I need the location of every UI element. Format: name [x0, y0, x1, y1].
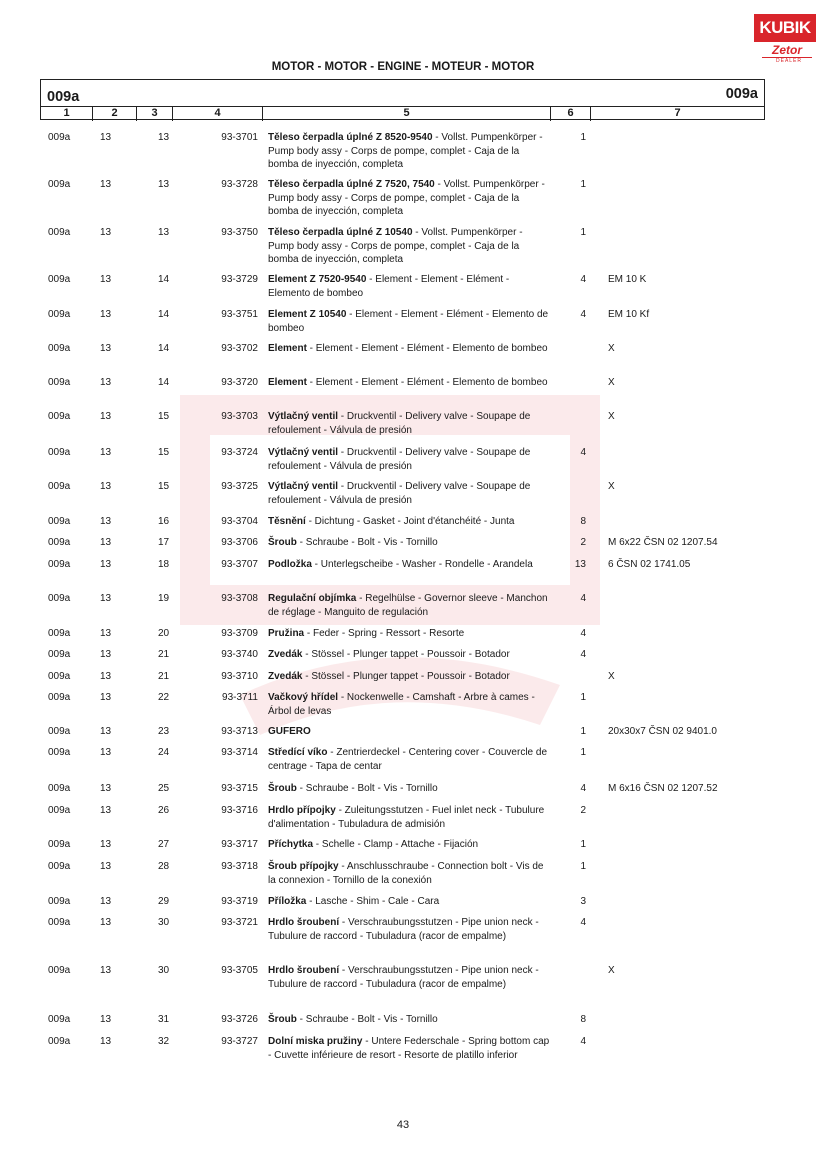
part-name: GUFERO [268, 726, 311, 737]
cell-section: 009a [48, 726, 71, 737]
cell-quantity: 1 [580, 179, 586, 190]
part-translations: - Verschraubungsstutzen - Pipe union neck -Tubulure de raccord - Tubuladura (racor de empalme) [268, 917, 539, 942]
cell-section: 009a [48, 861, 71, 872]
cell-group: 13 [100, 965, 112, 976]
part-translations: - Regelhülse - Governor sleeve - Manchon de réglage - Manguito de regulación [268, 593, 548, 618]
cell-part-number: 93-3711 [222, 692, 258, 703]
column-header-1: 1 [41, 107, 93, 121]
cell-note: X [608, 965, 615, 976]
cell-quantity: 8 [580, 516, 586, 527]
cell-part-number: 93-3728 [221, 179, 258, 190]
cell-note: EM 10 K [608, 274, 647, 285]
cell-group: 13 [100, 805, 112, 816]
cell-description [268, 480, 550, 507]
cell-quantity: 4 [580, 917, 586, 928]
cell-section: 009a [48, 593, 71, 604]
cell-description [268, 648, 550, 662]
cell-description [268, 746, 550, 773]
cell-position: 22 [158, 692, 170, 703]
part-name: Element Z 10540 [268, 309, 347, 320]
part-name: Podložka [268, 559, 312, 570]
part-name: Hrdlo šroubení [268, 965, 340, 976]
cell-part-number: 93-3719 [221, 896, 258, 907]
cell-position: 23 [158, 726, 170, 737]
cell-section: 009a [48, 377, 71, 388]
part-name: Těleso čerpadla úplné Z 7520, 7540 [268, 179, 435, 190]
cell-part-number: 93-3713 [221, 726, 258, 737]
cell-note: X [608, 343, 615, 354]
cell-group: 13 [100, 377, 112, 388]
cell-group: 13 [100, 343, 112, 354]
cell-position: 30 [158, 965, 170, 976]
cell-quantity: 4 [580, 447, 586, 458]
part-name: Zvedák [268, 671, 303, 682]
cell-group: 13 [100, 447, 112, 458]
cell-group: 13 [100, 747, 112, 758]
part-translations: - Unterlegscheibe - Washer - Rondelle - Arandela [311, 559, 533, 570]
cell-part-number: 93-3725 [221, 481, 258, 492]
part-translations: - Verschraubungsstutzen - Pipe union neck -Tubulure de raccord - Tubuladura (racor de empalme) [268, 965, 539, 990]
part-translations: - Zentrierdeckel - Centering cover - Couvercle de centrage - Tapa de centar [268, 747, 547, 772]
cell-group: 13 [100, 649, 112, 660]
cell-description [268, 536, 550, 550]
part-name: Pružina [268, 628, 305, 639]
cell-group: 13 [100, 309, 112, 320]
part-translations: - Stössel - Plunger tappet - Poussoir - Botador [302, 649, 510, 660]
cell-quantity: 4 [580, 274, 586, 285]
part-translations: - Anschlusschraube - Connection bolt - Vis de la connexion - Tornillo de la conexión [268, 861, 544, 886]
cell-section: 009a [48, 447, 71, 458]
cell-group: 13 [100, 628, 112, 639]
cell-description [268, 515, 550, 529]
cell-description [268, 895, 550, 909]
cell-position: 29 [158, 896, 170, 907]
logo-kubik-text: KUBIK [754, 14, 816, 42]
cell-quantity: 1 [580, 132, 586, 143]
cell-description [268, 1035, 550, 1062]
cell-section: 009a [48, 1036, 71, 1047]
cell-description [268, 446, 550, 473]
cell-description [268, 558, 550, 572]
cell-description [268, 342, 550, 356]
cell-quantity: 4 [580, 628, 586, 639]
cell-description [268, 804, 550, 831]
cell-position: 32 [158, 1036, 170, 1047]
part-name: Výtlačný ventil [268, 447, 339, 458]
logo-dealer-text: DEALER [776, 58, 803, 64]
cell-section: 009a [48, 747, 71, 758]
cell-group: 13 [100, 671, 112, 682]
part-translations: - Nockenwelle - Camshaft - Arbre à cames - Árbol de levas [268, 692, 535, 717]
cell-quantity: 1 [580, 839, 586, 850]
cell-part-number: 93-3721 [221, 917, 258, 928]
cell-description [268, 308, 550, 335]
cell-note: X [608, 411, 615, 422]
cell-part-number: 93-3703 [221, 411, 258, 422]
cell-note: EM 10 Kf [608, 309, 650, 320]
cell-position: 13 [158, 179, 170, 190]
cell-group: 13 [100, 274, 112, 285]
cell-description [268, 1013, 550, 1027]
part-name: Element [268, 377, 307, 388]
cell-position: 13 [158, 132, 170, 143]
cell-position: 17 [158, 537, 170, 548]
cell-section: 009a [48, 411, 71, 422]
part-name: Element Z 7520-9540 [268, 274, 367, 285]
cell-part-number: 93-3706 [221, 537, 258, 548]
cell-part-number: 93-3750 [221, 227, 258, 238]
page-title: MOTOR - MOTOR - ENGINE - MOTEUR - MOTOR [271, 61, 535, 73]
cell-section: 009a [48, 839, 71, 850]
cell-part-number: 93-3714 [221, 747, 258, 758]
cell-position: 19 [158, 593, 170, 604]
part-translations: - Zuleitungsstutzen - Fuel inlet neck - Tubulure d'alimentation - Tubuladura de admisión [268, 805, 545, 830]
cell-section: 009a [48, 559, 71, 570]
cell-quantity: 4 [580, 783, 586, 794]
cell-quantity: 2 [580, 537, 586, 548]
column-header-7: 7 [674, 107, 681, 119]
part-name: Vačkový hřídel [268, 692, 339, 703]
cell-description [268, 178, 550, 219]
cell-quantity: 1 [580, 747, 586, 758]
cell-part-number: 93-3718 [221, 861, 258, 872]
part-name: Příložka [268, 896, 307, 907]
cell-group: 13 [100, 783, 112, 794]
cell-part-number: 93-3751 [221, 309, 258, 320]
cell-section: 009a [48, 1014, 71, 1025]
part-name: Šroub přípojky [268, 861, 339, 872]
cell-position: 28 [158, 861, 170, 872]
cell-group: 13 [100, 227, 112, 238]
part-translations: - Druckventil - Delivery valve - Soupape de refoulement - Válvula de presión [268, 411, 531, 436]
part-name: Hrdlo šroubení [268, 917, 340, 928]
cell-part-number: 93-3702 [221, 343, 258, 354]
cell-section: 009a [48, 274, 71, 285]
cell-quantity: 13 [574, 559, 586, 570]
cell-section: 009a [48, 965, 71, 976]
cell-section: 009a [48, 481, 71, 492]
cell-section: 009a [48, 537, 71, 548]
cell-position: 14 [158, 377, 170, 388]
cell-description [268, 627, 550, 641]
cell-quantity: 1 [580, 227, 586, 238]
cell-part-number: 93-3704 [221, 516, 258, 527]
part-translations: - Element - Element - Elément - Elemento de bombeo [268, 274, 510, 299]
cell-part-number: 93-3715 [221, 783, 258, 794]
cell-position: 21 [158, 649, 170, 660]
part-translations: - Druckventil - Delivery valve - Soupape de refoulement - Válvula de presión [268, 447, 531, 472]
part-translations: - Vollst. Pumpenkörper - Pump body assy - Corps de pompe, complet - Caja de la bomba de inyección, completa [268, 227, 523, 265]
cell-quantity: 1 [580, 692, 586, 703]
cell-quantity: 8 [580, 1014, 586, 1025]
cell-position: 14 [158, 274, 170, 285]
cell-description [268, 273, 550, 300]
part-translations: - Element - Element - Elément - Elemento de bombeo [306, 343, 548, 354]
column-header-5: 5 [263, 107, 551, 121]
column-header-4: 4 [173, 107, 263, 121]
cell-description [268, 376, 550, 390]
cell-group: 13 [100, 896, 112, 907]
cell-section: 009a [48, 309, 71, 320]
cell-section: 009a [48, 783, 71, 794]
cell-position: 15 [158, 447, 170, 458]
cell-description [268, 782, 550, 796]
cell-note: M 6x16 ČSN 02 1207.52 [608, 783, 718, 794]
cell-section: 009a [48, 132, 71, 143]
cell-description [268, 226, 550, 267]
cell-group: 13 [100, 1014, 112, 1025]
cell-position: 27 [158, 839, 170, 850]
cell-section: 009a [48, 649, 71, 660]
part-translations: - Feder - Spring - Ressort - Resorte [304, 628, 465, 639]
cell-group: 13 [100, 726, 112, 737]
cell-group: 13 [100, 917, 112, 928]
part-name: Výtlačný ventil [268, 481, 339, 492]
part-name: Příchytka [268, 839, 314, 850]
cell-section: 009a [48, 179, 71, 190]
part-translations: - Vollst. Pumpenkörper - Pump body assy - Corps de pompe, complet - Caja de la bomba de inyección, completa [268, 132, 543, 170]
cell-description [268, 916, 550, 943]
part-name: Regulační objímka [268, 593, 357, 604]
cell-position: 14 [158, 343, 170, 354]
cell-group: 13 [100, 537, 112, 548]
cell-note: M 6x22 ČSN 02 1207.54 [608, 537, 718, 548]
cell-section: 009a [48, 628, 71, 639]
cell-group: 13 [100, 132, 112, 143]
cell-part-number: 93-3724 [221, 447, 258, 458]
cell-position: 20 [158, 628, 170, 639]
cell-group: 13 [100, 692, 112, 703]
cell-quantity: 3 [580, 896, 586, 907]
part-name: Dolní miska pružiny [268, 1036, 363, 1047]
cell-position: 31 [158, 1014, 170, 1025]
cell-part-number: 93-3705 [221, 965, 258, 976]
cell-section: 009a [48, 671, 71, 682]
cell-part-number: 93-3708 [221, 593, 258, 604]
part-name: Těleso čerpadla úplné Z 8520-9540 [268, 132, 433, 143]
cell-group: 13 [100, 593, 112, 604]
cell-section: 009a [48, 805, 71, 816]
logo-zetor-text: Zetor [762, 43, 812, 58]
cell-part-number: 93-3707 [221, 559, 258, 570]
cell-position: 15 [158, 411, 170, 422]
part-name: Element [268, 343, 307, 354]
cell-section: 009a [48, 343, 71, 354]
part-translations: - Schraube - Bolt - Vis - Tornillo [296, 783, 438, 794]
part-translations: - Vollst. Pumpenkörper - Pump body assy - Corps de pompe, complet - Caja de la bomba de inyección, completa [268, 179, 545, 217]
part-translations: - Dichtung - Gasket - Joint d'étanchéité - Junta [305, 516, 515, 527]
cell-position: 21 [158, 671, 170, 682]
column-header-2: 2 [93, 107, 137, 121]
cell-section: 009a [48, 917, 71, 928]
cell-position: 24 [158, 747, 170, 758]
cell-position: 26 [158, 805, 170, 816]
part-name: Šroub [268, 783, 297, 794]
part-translations: - Schraube - Bolt - Vis - Tornillo [296, 1014, 438, 1025]
cell-part-number: 93-3716 [221, 805, 258, 816]
part-name: Těleso čerpadla úplné Z 10540 [268, 227, 413, 238]
cell-section: 009a [48, 227, 71, 238]
cell-quantity: 4 [580, 649, 586, 660]
part-name: Šroub [268, 1014, 297, 1025]
cell-quantity: 4 [580, 1036, 586, 1047]
cell-position: 16 [158, 516, 170, 527]
part-name: Těsnění [268, 516, 306, 527]
part-name: Hrdlo přípojky [268, 805, 336, 816]
cell-position: 13 [158, 227, 170, 238]
cell-section: 009a [48, 896, 71, 907]
cell-position: 30 [158, 917, 170, 928]
cell-position: 18 [158, 559, 170, 570]
part-translations: - Schraube - Bolt - Vis - Tornillo [296, 537, 438, 548]
cell-description [268, 860, 550, 887]
cell-part-number: 93-3729 [221, 274, 258, 285]
cell-part-number: 93-3740 [221, 649, 258, 660]
section-code-left: 009a [47, 89, 80, 105]
cell-group: 13 [100, 516, 112, 527]
cell-description [268, 670, 550, 684]
cell-group: 13 [100, 559, 112, 570]
cell-description [268, 691, 550, 718]
cell-note: X [608, 481, 615, 492]
part-name: Středící víko [268, 747, 328, 758]
cell-group: 13 [100, 861, 112, 872]
cell-position: 14 [158, 309, 170, 320]
cell-part-number: 93-3701 [221, 132, 258, 143]
part-translations: - Untere Federschale - Spring bottom cap - Cuvette inférieure de resort - Resorte de platillo inferior [268, 1036, 550, 1061]
cell-quantity: 2 [580, 805, 586, 816]
cell-group: 13 [100, 839, 112, 850]
cell-section: 009a [48, 692, 71, 703]
cell-section: 009a [48, 516, 71, 527]
part-name: Zvedák [268, 649, 303, 660]
cell-note: 20x30x7 ČSN 02 9401.0 [608, 726, 717, 737]
cell-quantity: 1 [580, 726, 586, 737]
cell-part-number: 93-3727 [221, 1036, 258, 1047]
part-translations: - Stössel - Plunger tappet - Poussoir - Botador [302, 671, 510, 682]
cell-position: 25 [158, 783, 170, 794]
section-code-right: 009a [725, 86, 758, 102]
part-name: Šroub [268, 537, 297, 548]
cell-group: 13 [100, 411, 112, 422]
cell-quantity: 4 [580, 309, 586, 320]
column-header-6: 6 [551, 107, 591, 121]
cell-group: 13 [100, 1036, 112, 1047]
part-translations: - Schelle - Clamp - Attache - Fijación [313, 839, 479, 850]
cell-description [268, 131, 550, 172]
cell-part-number: 93-3720 [221, 377, 258, 388]
column-header-3: 3 [137, 107, 173, 121]
cell-note: 6 ČSN 02 1741.05 [608, 559, 691, 570]
cell-position: 15 [158, 481, 170, 492]
cell-note: X [608, 671, 615, 682]
cell-part-number: 93-3717 [221, 839, 258, 850]
cell-description [268, 592, 550, 619]
cell-description [268, 964, 550, 991]
part-translations: - Druckventil - Delivery valve - Soupape de refoulement - Válvula de presión [268, 481, 531, 506]
part-translations: - Element - Element - Elément - Elemento de bombeo [306, 377, 548, 388]
part-name: Výtlačný ventil [268, 411, 339, 422]
part-translations: - Lasche - Shim - Cale - Cara [306, 896, 440, 907]
cell-group: 13 [100, 179, 112, 190]
cell-description [268, 725, 550, 739]
cell-group: 13 [100, 481, 112, 492]
cell-quantity: 4 [580, 593, 586, 604]
cell-part-number: 93-3709 [221, 628, 258, 639]
cell-description [268, 410, 550, 437]
page-number: 43 [396, 1119, 410, 1131]
cell-note: X [608, 377, 615, 388]
cell-description [268, 838, 550, 852]
part-translations: - Element - Element - Elément - Elemento de bombeo [268, 309, 549, 334]
cell-part-number: 93-3726 [221, 1014, 258, 1025]
cell-quantity: 1 [580, 861, 586, 872]
cell-part-number: 93-3710 [221, 671, 258, 682]
